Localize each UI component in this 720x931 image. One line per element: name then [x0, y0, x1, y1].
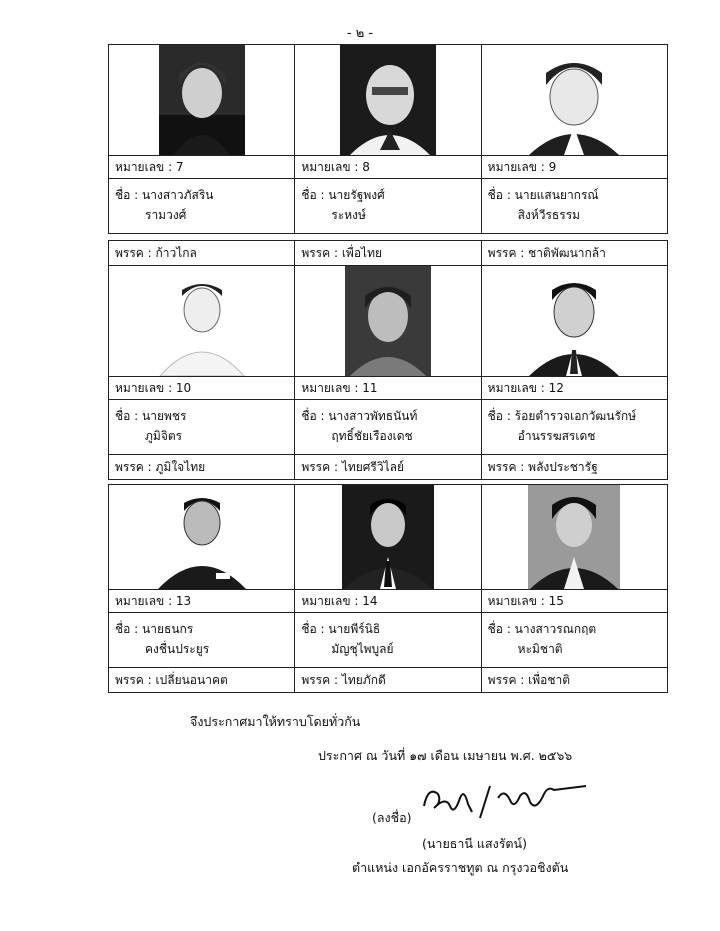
name-line-1: ชื่อ : นายรัฐพงศ์ [301, 188, 385, 202]
candidate-photo [109, 45, 295, 156]
name-line-1: ชื่อ : นายธนกร [115, 622, 194, 636]
name-line-2: ฤทธิ์ชัยเรืองเดช [331, 429, 413, 443]
candidate-number: หมายเลข : 14 [295, 590, 481, 613]
signer-position: ตำแหน่ง เอกอัครราชทูต ณ กรุงวอชิงตัน [352, 860, 569, 875]
name-line-2: สิงห์วีรธรรม [517, 208, 581, 222]
candidate-number: หมายเลข : 15 [481, 590, 667, 613]
candidate-photo [481, 266, 667, 377]
candidate-number: หมายเลข : 7 [109, 156, 295, 179]
name-line-1: ชื่อ : นายแสนยากรณ์ [487, 188, 599, 202]
candidate-name [109, 613, 295, 668]
candidate-name [109, 400, 295, 455]
page-number: - ๒ - [346, 26, 374, 41]
candidate-name [481, 179, 667, 234]
portrait-photo-icon [524, 45, 624, 155]
name-line-1: ชื่อ : ร้อยตำรวจเอกวัฒนรักษ์ [487, 409, 637, 423]
name-line-2: ภูมิจิตร [145, 429, 183, 443]
name-line-2: รามวงศ์ [145, 208, 187, 222]
candidate-party: พรรค : ไทยศรีวิไลย์ [295, 455, 481, 480]
candidate-photo [481, 45, 667, 156]
candidate-photo [481, 485, 667, 590]
candidate-table-2 [108, 240, 668, 480]
portrait-photo-icon [156, 485, 248, 589]
candidate-party: พรรค : ไทยภักดี [295, 668, 481, 693]
name-line-1: ชื่อ : นายพีร์นิธิ [301, 622, 381, 636]
candidate-party: พรรค : ก้าวไกล [109, 241, 295, 266]
candidate-number: หมายเลข : 8 [295, 156, 481, 179]
candidate-photo [295, 485, 481, 590]
announcement-text: จึงประกาศมาให้ทราบโดยทั่วกัน [190, 714, 361, 729]
name-line-1: ชื่อ : นางสาวพัทธนันท์ [301, 409, 418, 423]
name-line-2: ระหงษ์ [331, 208, 366, 222]
name-line-1: ชื่อ : นางสาวภัสริน [115, 188, 214, 202]
candidate-party: พรรค : พลังประชารัฐ [481, 455, 667, 480]
portrait-photo-icon [345, 266, 431, 376]
candidate-name [481, 400, 667, 455]
name-line-2: มัญชุไพบูลย์ [331, 642, 394, 656]
candidate-name [295, 400, 481, 455]
candidate-photo [109, 485, 295, 590]
name-line-1: ชื่อ : นายพชร [115, 409, 187, 423]
candidate-name [109, 179, 295, 234]
candidate-number: หมายเลข : 11 [295, 377, 481, 400]
candidate-photo [109, 266, 295, 377]
candidate-name [295, 613, 481, 668]
candidate-party: พรรค : ภูมิใจไทย [109, 455, 295, 480]
candidate-number: หมายเลข : 9 [481, 156, 667, 179]
candidate-name [481, 613, 667, 668]
candidate-table-3 [108, 484, 668, 693]
portrait-photo-icon [528, 485, 620, 589]
candidate-photo [295, 45, 481, 156]
signer-name: (นายธานี แสงรัตน์) [422, 836, 527, 851]
candidate-number: หมายเลข : 12 [481, 377, 667, 400]
portrait-photo-icon [342, 485, 434, 589]
name-line-1: ชื่อ : นางสาวรณกฤต [487, 622, 597, 636]
candidate-party: พรรค : เพื่อไทย [295, 241, 481, 266]
candidate-table-1 [108, 44, 668, 234]
portrait-photo-icon [340, 45, 436, 155]
candidate-number: หมายเลข : 10 [109, 377, 295, 400]
announcement-date: ประกาศ ณ วันที่ ๑๗ เดือน เมษายน พ.ศ. ๒๕๖๖ [318, 748, 573, 763]
portrait-photo-icon [159, 45, 245, 155]
candidate-photo [295, 266, 481, 377]
portrait-photo-icon [524, 266, 624, 376]
candidate-name [295, 179, 481, 234]
handwritten-signature-icon [420, 776, 590, 826]
candidate-number: หมายเลข : 13 [109, 590, 295, 613]
signed-label: (ลงชื่อ) [372, 810, 412, 825]
name-line-2: คงชื่นประยูร [145, 642, 210, 656]
name-line-2: หะมิชาติ [517, 642, 563, 656]
candidate-party: พรรค : เปลี่ยนอนาคต [109, 668, 295, 693]
candidate-party: พรรค : ชาติพัฒนากล้า [481, 241, 667, 266]
portrait-photo-icon [152, 266, 252, 376]
name-line-2: อำนรรฆสรเดช [517, 429, 596, 443]
candidate-party: พรรค : เพื่อชาติ [481, 668, 667, 693]
